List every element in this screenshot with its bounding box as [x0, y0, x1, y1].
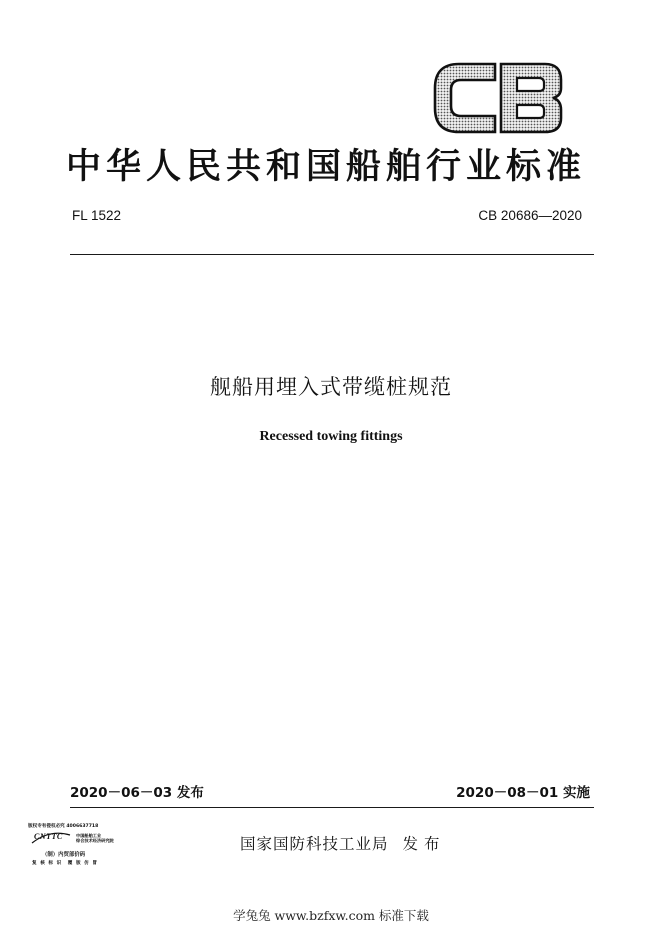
fl-code: FL 1522 — [72, 208, 122, 223]
stamp-org: 中国船舶工业 综合技术经济研究院 — [76, 833, 114, 843]
main-title: 中华人民共和国船舶行业标准 — [66, 147, 587, 187]
stamp-line1: 版权专有侵权必究 4006637718 — [28, 824, 99, 829]
implement-date: 2020－08－01 实施 — [456, 785, 590, 801]
cb-logo-icon — [431, 60, 565, 136]
issuer — [240, 832, 446, 854]
stamp-line4: 复 核 标 识 覆 版 仿 冒 — [32, 861, 98, 866]
stamp-badge: CNTTC — [34, 832, 63, 841]
standard-title-cn: 舰船用埋入式带缆桩规范 — [210, 375, 452, 399]
issuer-name: 国家国防科技工业局 — [240, 835, 389, 853]
stamp-line3: （制）内贸部价码 — [42, 852, 86, 858]
standard-title-en: Recessed towing fittings — [259, 429, 403, 444]
issuer-verb: 发布 — [402, 835, 446, 853]
footer-watermark: 学兔兔 www.bzfxw.com 标准下载 — [233, 908, 429, 923]
standard-number: CB 20686—2020 — [478, 208, 582, 223]
anti-counterfeit-stamp — [28, 823, 124, 875]
bottom-divider — [70, 807, 594, 808]
publish-date: 2020－06－03 发布 — [70, 785, 204, 801]
top-divider — [70, 254, 594, 255]
